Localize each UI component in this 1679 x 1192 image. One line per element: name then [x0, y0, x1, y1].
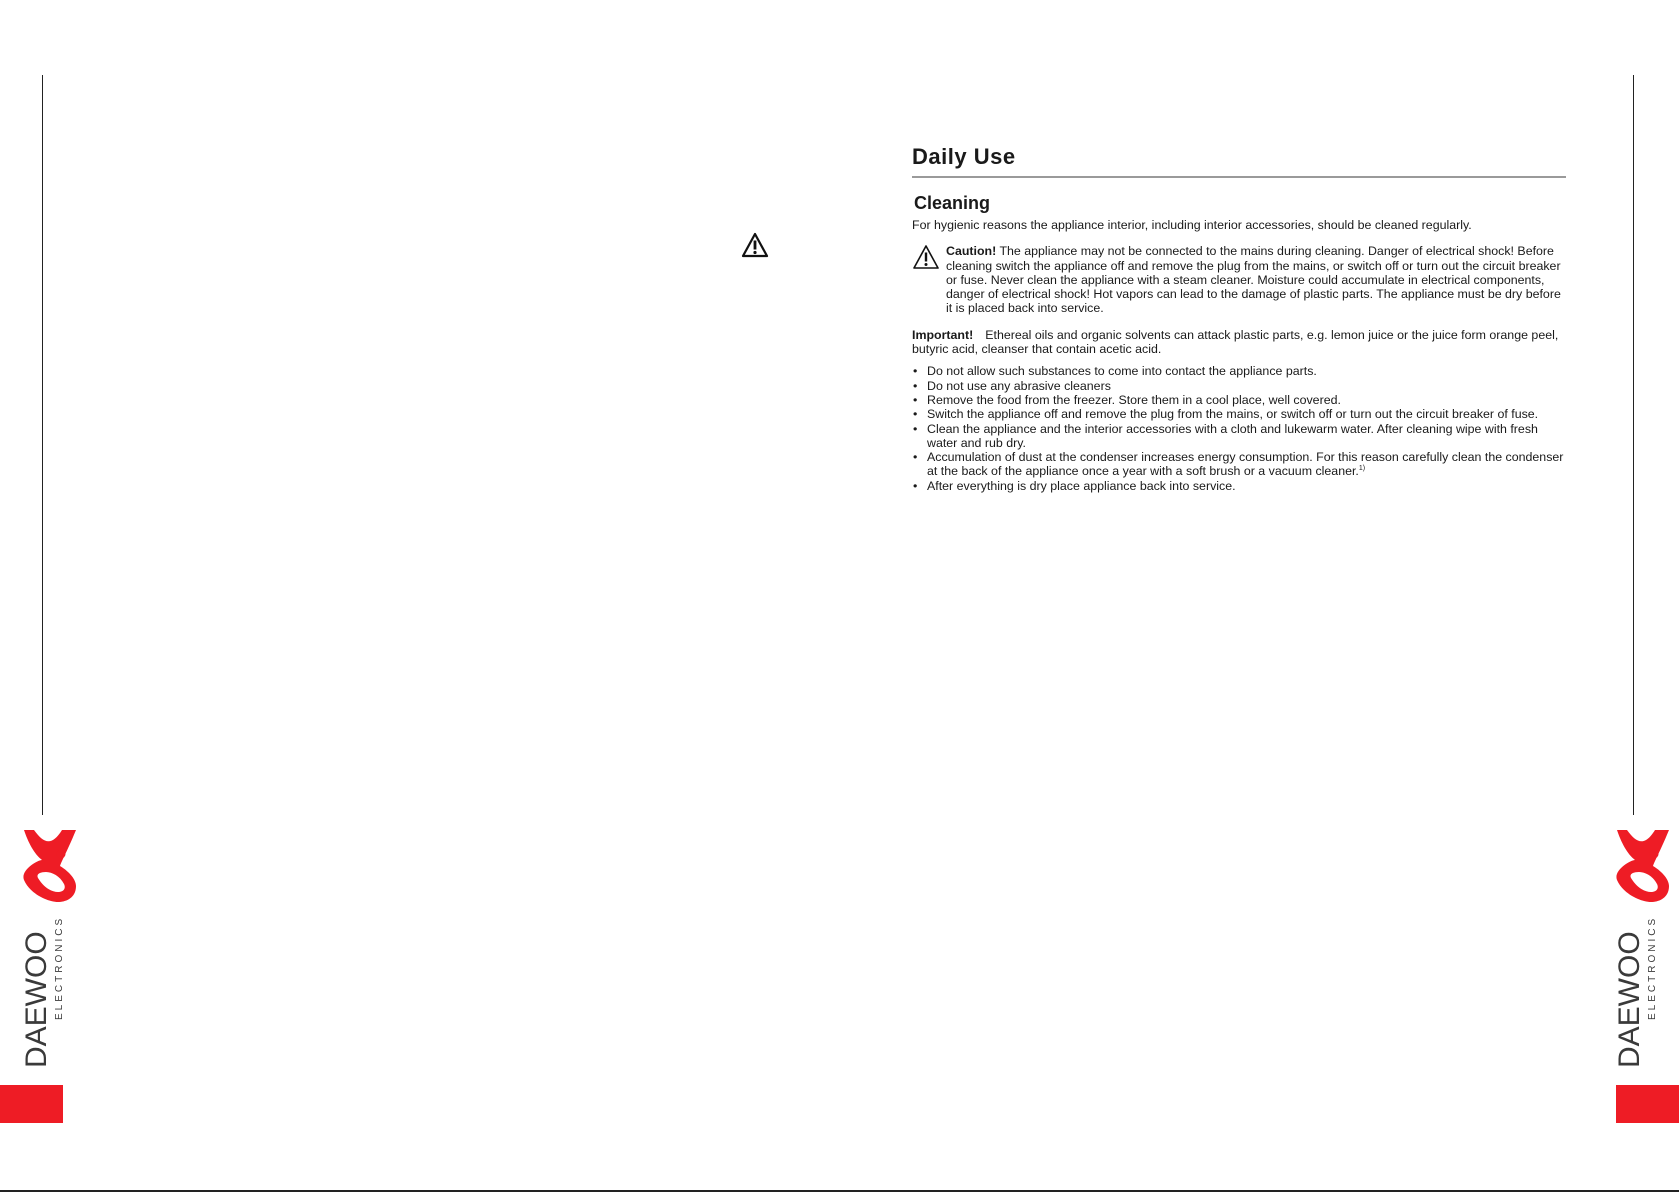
list-item: • Remove the food from the freezer. Store them in a cool place, well covered.: [912, 393, 1566, 407]
brand-tagline: ELECTRONICS: [54, 915, 65, 1020]
important-label: Important!: [912, 327, 974, 342]
caution-block: [912, 244, 1566, 315]
red-corner-block: [1616, 1085, 1679, 1123]
warning-triangle-icon: [741, 232, 769, 258]
list-item: • Do not allow such substances to come into contact the appliance parts.: [912, 364, 1566, 378]
red-corner-block: [0, 1085, 63, 1123]
warning-triangle-icon: [912, 244, 940, 270]
important-paragraph: [912, 328, 1566, 357]
daewoo-logo-mark: [18, 830, 82, 1070]
caution-label: Caution!: [946, 244, 997, 259]
cleaning-steps-list: [912, 364, 1566, 493]
intro-text: For hygienic reasons the appliance interior, including interior accessories, should be cleaned regularly.: [912, 218, 1472, 232]
page-title: Daily Use: [912, 144, 1016, 169]
caution-paragraph: [946, 244, 1566, 315]
list-item: [912, 450, 1566, 479]
daewoo-logo-mark: [1611, 830, 1675, 1070]
page-content: [912, 144, 1566, 493]
brand-name: DAEWOO: [1613, 931, 1646, 1068]
caution-text: The appliance may not be connected to the mains during cleaning. Danger of electrical shock! Before cleaning switch the appliance off and remove the plug from the mains, or switch off or turn out the circuit breaker or fuse. Never clean the appliance with a steam cleaner. Moisture could accumulate in electrical components, danger of electrical shock! Hot vapors can lead to the damage of plastic parts. The appliance must be dry before it is placed back into service.: [946, 244, 1561, 316]
section-title: Cleaning: [914, 193, 991, 213]
list-item-text: Accumulation of dust at the condenser increases energy consumption. For this reason carefully clean the condenser at the back of the appliance once a year with a soft brush or a vacuum cleaner.: [927, 450, 1564, 479]
daewoo-logo: [18, 830, 82, 1070]
list-item: • After everything is dry place appliance back into service.: [912, 479, 1566, 493]
left-margin-line: [42, 75, 43, 815]
important-text: Ethereal oils and organic solvents can attack plastic parts, e.g. lemon juice or the juice form orange peel, butyric acid, cleanser that contain acetic acid.: [912, 327, 1559, 357]
list-item: • Do not use any abrasive cleaners: [912, 379, 1566, 393]
footnote-marker: 1): [1358, 465, 1366, 473]
list-item: • Switch the appliance off and remove the plug from the mains, or switch off or turn out the circuit breaker of fuse.: [912, 407, 1566, 421]
list-item: • Clean the appliance and the interior accessories with a cloth and lukewarm water. After cleaning wipe with fresh water and rub dry.: [912, 422, 1566, 451]
right-margin-line: [1633, 75, 1634, 815]
title-rule: [912, 176, 1566, 178]
brand-name: DAEWOO: [20, 931, 53, 1068]
brand-tagline: ELECTRONICS: [1647, 915, 1658, 1020]
daewoo-logo: [1611, 830, 1675, 1070]
